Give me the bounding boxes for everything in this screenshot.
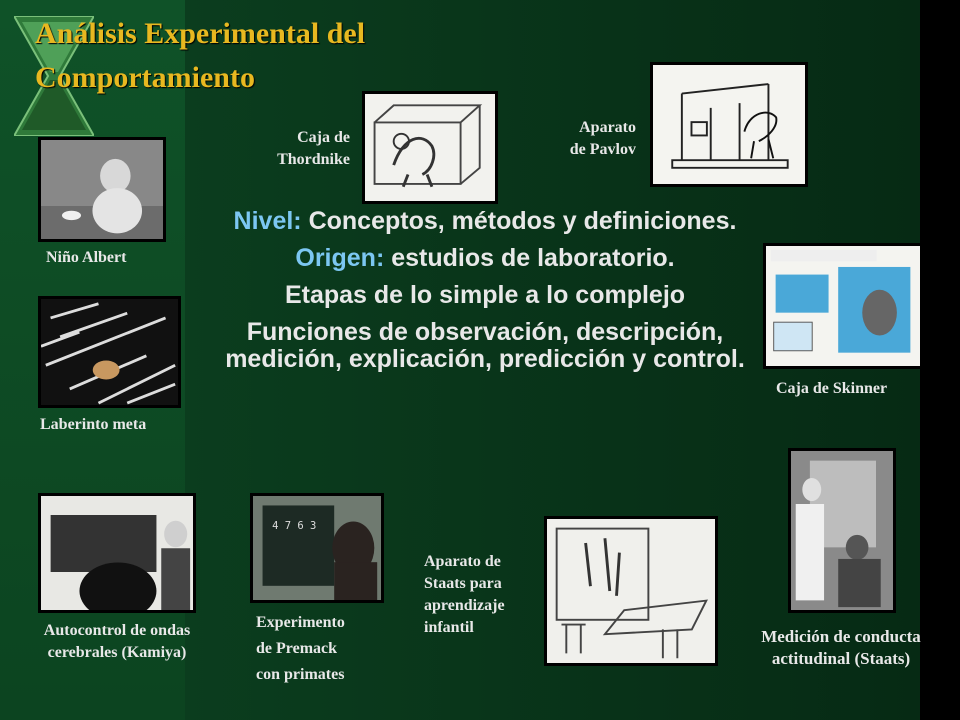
- caption-kamiya-line1: Autocontrol de ondas: [43, 622, 191, 639]
- caption-premack: [256, 610, 386, 688]
- caption-caja-thordnike: [250, 127, 350, 171]
- caption-laberinto-meta: Laberinto meta: [40, 416, 147, 433]
- caption-staats-line1: Aparato de: [424, 553, 501, 570]
- caption-staats-line4: infantil: [424, 619, 474, 636]
- caption-medicion-staats: [736, 626, 946, 670]
- caption-staats-line3: aprendizaje: [424, 597, 505, 614]
- photo-medicion-staats: [788, 448, 896, 613]
- photo-kamiya: [38, 493, 196, 613]
- nivel-paragraph: [225, 208, 745, 235]
- caption-pavlov-line2: de Pavlov: [569, 141, 636, 158]
- photo-laberinto: [38, 296, 181, 408]
- svg-text:4 7 6 3: 4 7 6 3: [272, 520, 317, 533]
- title-line1-rest: Experimental del: [136, 17, 366, 50]
- caption-pavlov-line1: Aparato: [579, 119, 636, 136]
- caption-premack-line1: Experimento: [256, 614, 345, 631]
- photo-aparato-pavlov: [650, 62, 808, 187]
- photo-aparato-staats: [544, 516, 718, 666]
- origen-paragraph: [225, 245, 745, 272]
- funciones-paragraph: Funciones de observación, descripción, medición, explicación, predicción y control.: [225, 318, 745, 373]
- title-word-analisis: Análisis: [35, 17, 137, 50]
- title-line2: Comportamiento: [35, 61, 255, 94]
- photo-caja-skinner: [763, 243, 923, 369]
- caption-kamiya-line2: cerebrales (Kamiya): [47, 644, 187, 661]
- photo-premack: [250, 493, 384, 603]
- main-text-block: [225, 208, 745, 383]
- origen-label: Origen:: [295, 244, 385, 272]
- caption-medicion-line2: actitudinal (Staats): [771, 649, 911, 668]
- caption-thordnike-line2: Thordnike: [277, 151, 350, 168]
- etapas-paragraph: Etapas de lo simple a lo complejo: [284, 281, 686, 309]
- caption-kamiya: [12, 620, 222, 664]
- photo-nino-albert: [38, 137, 166, 242]
- right-edge: [920, 0, 960, 720]
- caption-nino-albert: Niño Albert: [46, 249, 127, 266]
- caption-aparato-pavlov: [536, 117, 636, 161]
- nivel-label: Nivel:: [233, 207, 302, 235]
- caption-thordnike-line1: Caja de: [297, 129, 350, 146]
- caption-caja-skinner: Caja de Skinner: [776, 380, 888, 397]
- caption-staats-line2: Staats para: [424, 575, 502, 592]
- caption-aparato-staats: [424, 551, 544, 639]
- caption-medicion-line1: Medición de conducta: [761, 627, 921, 646]
- photo-caja-thordnike: [362, 91, 498, 204]
- nivel-text: Conceptos, métodos y definiciones.: [301, 207, 737, 235]
- slide-title: [35, 12, 495, 100]
- caption-premack-line3: con primates: [256, 666, 345, 683]
- origen-text: estudios de laboratorio.: [384, 244, 675, 272]
- caption-premack-line2: de Premack: [256, 640, 338, 657]
